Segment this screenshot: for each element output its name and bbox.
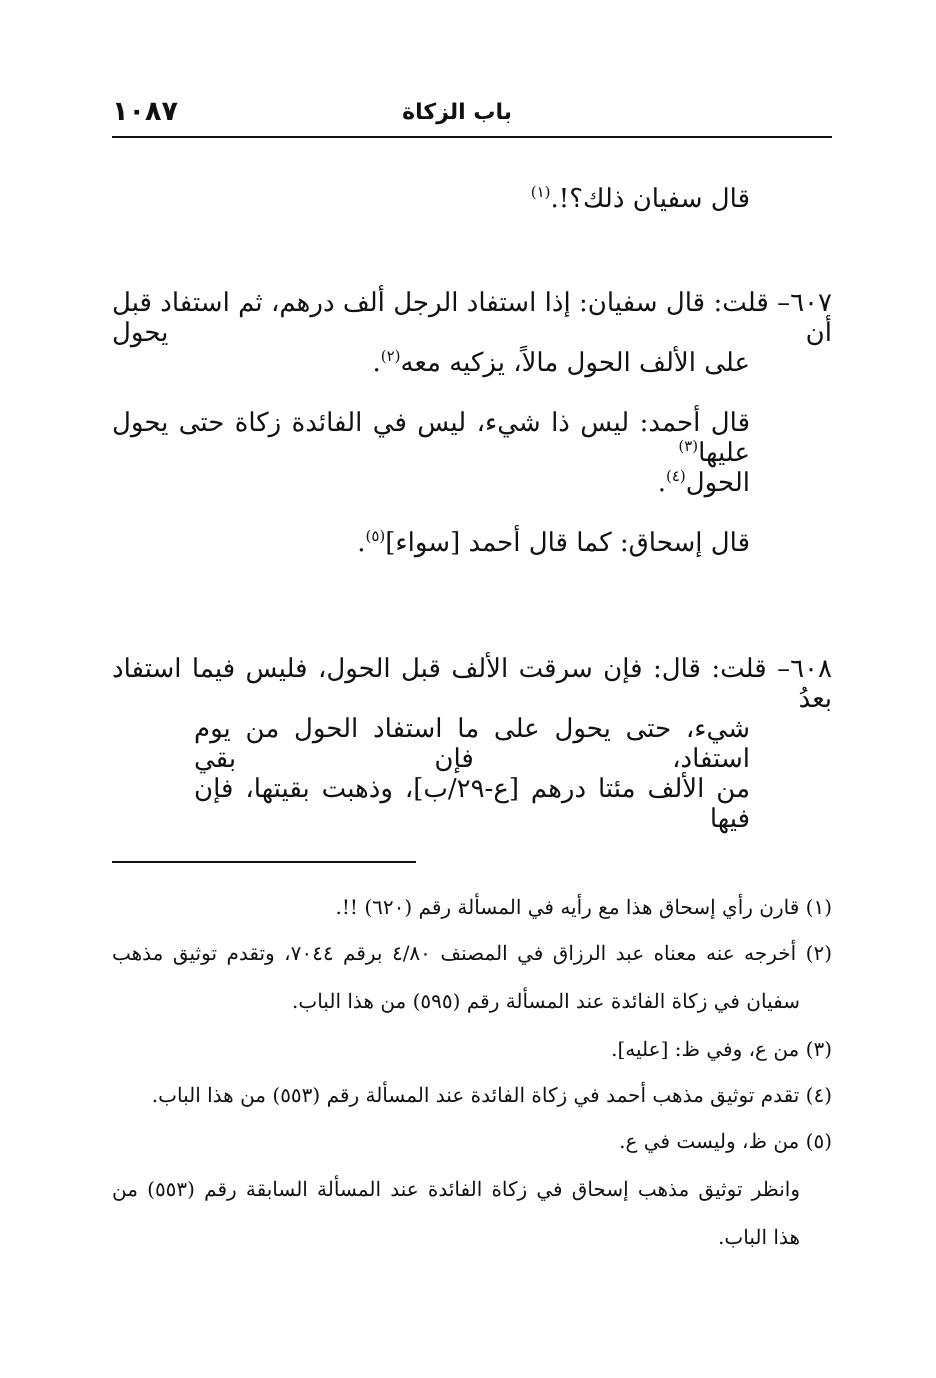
question-607-line <box>372 348 750 378</box>
footnote-3: (٣) من ع، وفي ظ: [عليه]. <box>611 1037 832 1061</box>
footnote-ref: (٣) <box>678 437 699 455</box>
question-607-line: ٦٠٧– قلت: قال سفيان: إذا استفاد الرجل ألف درهم، ثم استفاد قبل أن يحول <box>112 288 832 348</box>
page-number: ١٠٨٧ <box>112 96 178 127</box>
text-span: قال إسحاق: كما قال أحمد [سواء] <box>385 528 750 558</box>
question-607-line <box>357 528 750 558</box>
footnote-5-continued: هذا الباب. <box>718 1225 800 1249</box>
footnote-2: (٢) أخرجه عنه معناه عبد الرزاق في المصنف ٤/٨٠ برقم ٧٠٤٤، وتقدم توثيق مذهب <box>112 941 832 965</box>
period: . <box>372 348 381 378</box>
footnote-ref: (١) <box>530 183 551 201</box>
footnote-1: (١) قارن رأي إسحاق هذا مع رأيه في المسألة رقم (٦٢٠) !!. <box>335 895 832 919</box>
period: . <box>357 528 366 558</box>
text-line <box>531 184 750 214</box>
question-607-line <box>112 408 750 468</box>
question-608-line: شيء، حتى يحول على ما استفاد الحول من يوم استفاد، فإن بقي <box>194 714 750 774</box>
question-608-line: ٦٠٨– قلت: قال: فإن سرقت الألف قبل الحول، فليس فيما استفاد بعدُ <box>112 654 832 714</box>
text-span: قال أحمد: ليس ذا شيء، ليس في الفائدة زكاة حتى يحول عليها <box>112 408 750 468</box>
footnote-4: (٤) تقدم توثيق مذهب أحمد في زكاة الفائدة عند المسألة رقم (٥٥٣) من هذا الباب. <box>151 1083 832 1107</box>
footnote-ref: (٤) <box>665 467 686 485</box>
question-608-line: من الألف مئتا درهم [ع-٢٩/ب]، وذهبت بقيتها، فإن فيها <box>194 774 751 834</box>
book-page <box>112 0 832 1378</box>
footnote-2-continued: سفيان في زكاة الفائدة عند المسألة رقم (٥٩٥) من هذا الباب. <box>292 989 800 1013</box>
footnote-5-continued: وانظر توثيق مذهب إسحاق في زكاة الفائدة عند المسألة السابقة رقم (٥٥٣) من <box>112 1177 800 1201</box>
footnote-5: (٥) من ظ، وليست في ع. <box>619 1129 832 1153</box>
header-rule <box>112 136 832 138</box>
footnote-ref: (٥) <box>365 527 386 545</box>
page-header <box>112 96 832 136</box>
running-title: باب الزكاة <box>402 100 512 125</box>
footnote-rule <box>112 861 416 863</box>
period: . <box>657 468 666 498</box>
footnote-ref: (٢) <box>380 347 401 365</box>
text-span: قال سفيان ذلك؟!. <box>550 184 750 214</box>
text-span: الحول <box>685 468 750 498</box>
text-span: على الألف الحول مالاً، يزكيه معه <box>400 348 750 378</box>
question-607-line <box>658 468 750 498</box>
